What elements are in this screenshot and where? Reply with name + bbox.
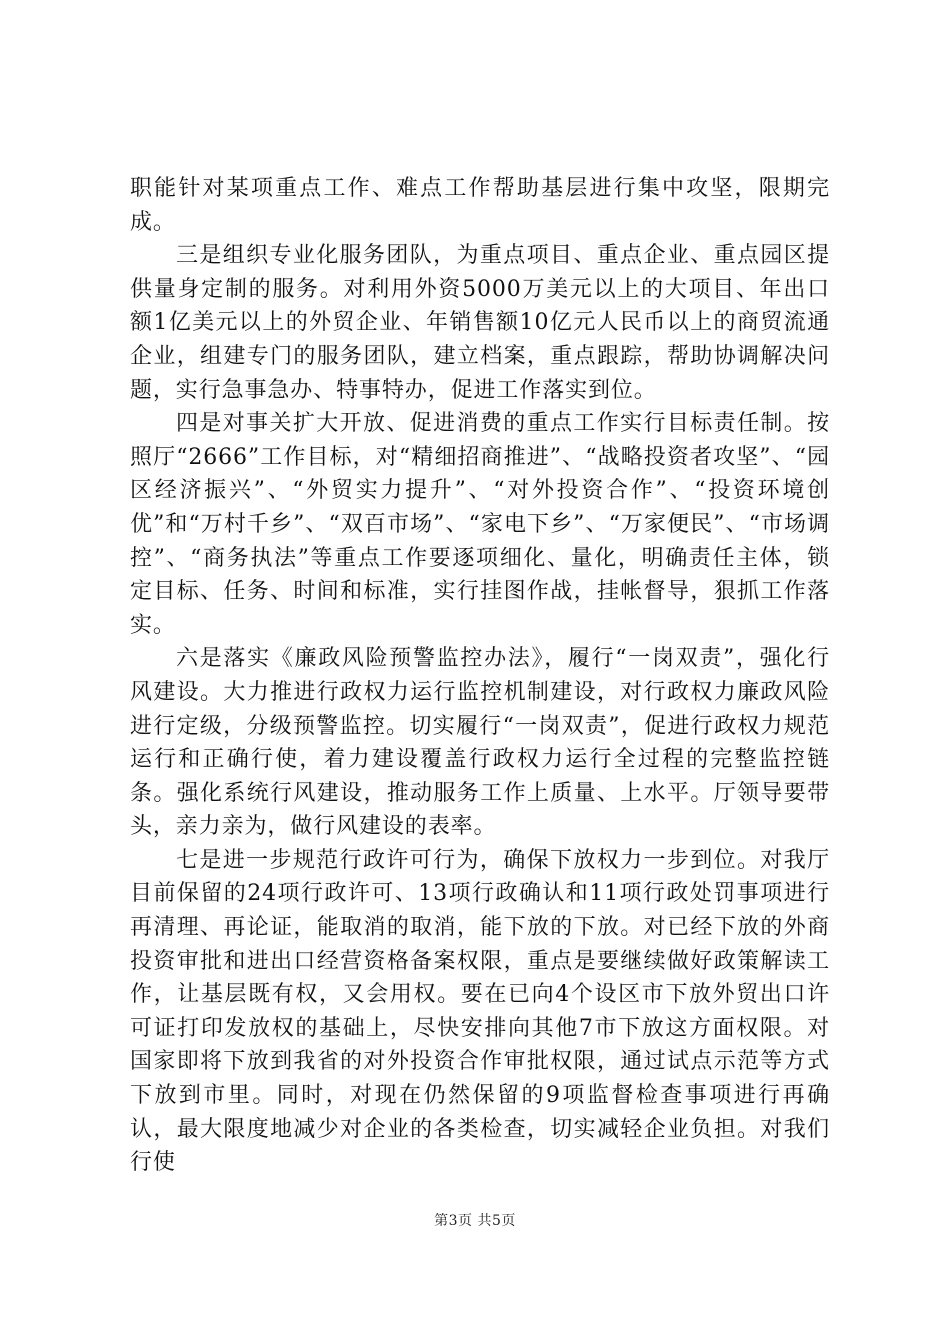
paragraph-item-3: 三是组织专业化服务团队，为重点项目、重点企业、重点园区提供量身定制的服务。对利用外资5000万美元以上的大项目、年出口额1亿美元以上的外贸企业、年销售额10亿元人民币以上的商贸流通企业，组建专门的服务团队，建立档案，重点跟踪，帮助协调解决问题，实行急事急办、特事特办，促进工作落实到位。 [130, 243, 830, 403]
document-body [130, 172, 830, 1180]
paragraph-item-4: 四是对事关扩大开放、促进消费的重点工作实行目标责任制。按照厅“2666”工作目标，对“精细招商推进”、“战略投资者攻坚”、“园区经济振兴”、“外贸实力提升”、“对外投资合作”、“投资环境创优”和“万村千乡”、“双百市场”、“家电下乡”、“万家便民”、“市场调控”、“商务执法”等重点工作要逐项细化、量化，明确责任主体，锁定目标、任务、时间和标准，实行挂图作战，挂帐督导，狠抓工作落实。 [130, 411, 830, 638]
page-footer [0, 1210, 950, 1230]
paragraph-continuation: 职能针对某项重点工作、难点工作帮助基层进行集中攻坚，限期完成。 [130, 176, 830, 235]
paragraph-item-7: 七是进一步规范行政许可行为，确保下放权力一步到位。对我厅目前保留的24项行政许可、13项行政确认和11项行政处罚事项进行再清理、再论证，能取消的取消，能下放的下放。对已经下放的外商投资审批和进出口经营资格备案权限，重点是要继续做好政策解读工作，让基层既有权，又会用权。要在已向4个设区市下放外贸出口许可证打印发放权的基础上，尽快安排向其他7市下放这方面权限。对国家即将下放到我省的对外投资合作审批权限，通过试点示范等方式下放到市里。同时，对现在仍然保留的9项监督检查事项进行再确认，最大限度地减少对企业的各类检查，切实减轻企业负担。对我们行使 [130, 847, 830, 1176]
paragraph-item-6: 六是落实《廉政风险预警监控办法》，履行“一岗双责”，强化行风建设。大力推进行政权力运行监控机制建设，对行政权力廉政风险进行定级，分级预警监控。切实履行“一岗双责”，促进行政权力规范运行和正确行使，着力建设覆盖行政权力运行全过程的完整监控链条。强化系统行风建设，推动服务工作上质量、上水平。厅领导要带头，亲力亲为，做行风建设的表率。 [130, 646, 830, 840]
page-number: 第3页 共5页 [434, 1213, 516, 1229]
